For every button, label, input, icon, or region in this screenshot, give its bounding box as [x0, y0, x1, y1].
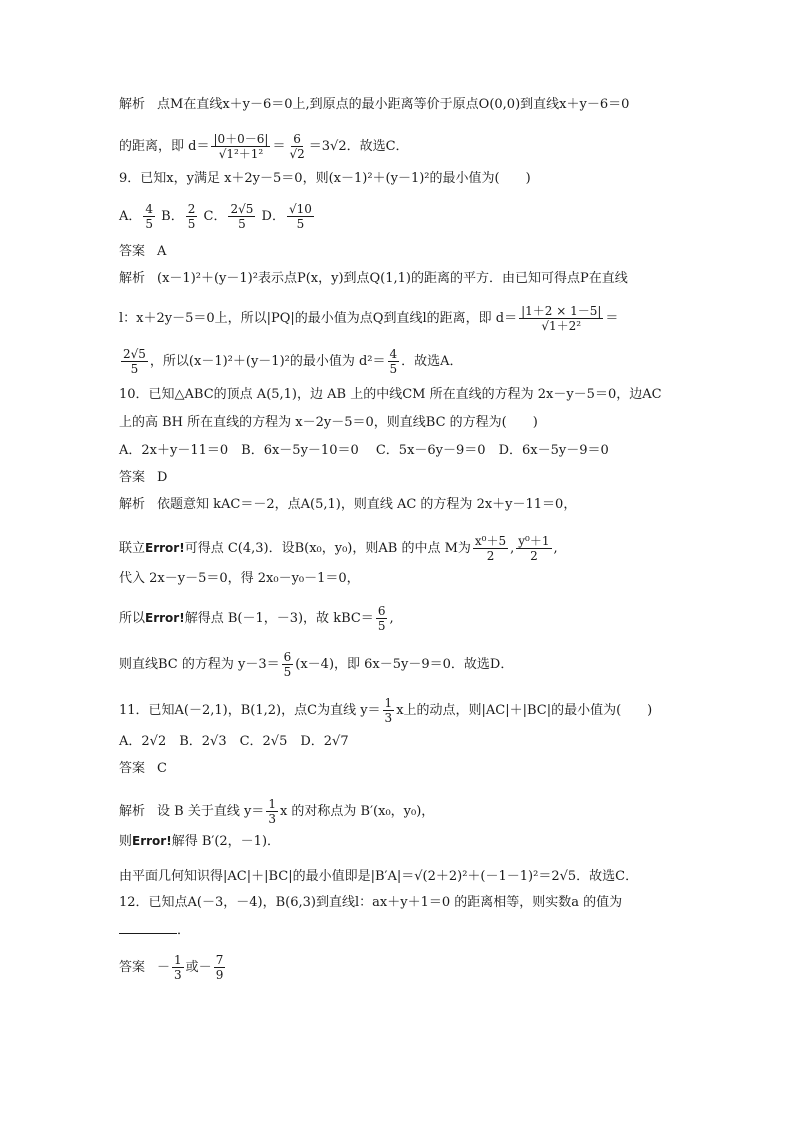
question-11	[119, 696, 679, 725]
fraction-numerator: 2	[187, 202, 196, 216]
answer-value: A	[157, 244, 167, 259]
answer-line	[119, 761, 679, 777]
fraction-denominator: 5	[238, 217, 246, 231]
answer-sign: －	[157, 960, 171, 975]
question-10-options: A．2x＋y－11＝0 B．6x－5y－10＝0 C．5x－6y－9＝0 D．6x－5y－9＝0	[119, 443, 609, 458]
fraction	[519, 304, 603, 333]
analysis-line	[119, 497, 679, 513]
fraction-numerator: |1＋2 × 1－5|	[521, 304, 602, 318]
formula-prefix: l：x＋2y－5＝0上，所以|PQ|的最小值为点Q到直线l的距离，即 d＝	[119, 311, 518, 326]
answer-line	[119, 244, 679, 260]
answer-line	[119, 470, 679, 486]
question-9: 9．已知x，y满足 x＋2y－5＝0，则(x－1)²＋(y－1)²的最小值为( )	[119, 171, 531, 186]
formula-suffix: ＝3√2．故选C．	[308, 139, 409, 154]
fraction-numerator: 2√5	[230, 202, 254, 216]
fraction-numerator: 7	[215, 953, 224, 967]
formula-prefix: 的距离，即 d＝	[119, 139, 210, 154]
fraction-numerator: y⁰＋1	[518, 534, 550, 548]
fraction	[287, 202, 314, 231]
analysis-formula-line	[119, 797, 679, 826]
option-letter: A．	[119, 209, 142, 224]
option-letter: B．	[161, 209, 184, 224]
formula-prefix: 则	[119, 834, 133, 849]
fraction	[172, 953, 184, 982]
fraction	[516, 534, 551, 563]
question-12-line-2	[119, 923, 679, 939]
fraction	[473, 534, 508, 563]
analysis-label: 解析	[119, 97, 146, 112]
answer-label: 答案	[119, 470, 146, 485]
formula-suffix: ＝	[605, 311, 619, 326]
analysis-line	[119, 271, 679, 287]
formula-prefix: 所以	[119, 611, 146, 626]
analysis-line	[119, 97, 679, 113]
analysis-formula-line	[119, 347, 679, 376]
fraction-numerator: 1	[384, 696, 393, 710]
option-letter: C．	[203, 209, 227, 224]
answer-text: 或－	[185, 960, 212, 975]
fraction-numerator: 1	[174, 953, 182, 967]
formula-prefix: 联立	[119, 541, 146, 556]
analysis-label: 解析	[119, 804, 146, 819]
question-10-line-1: 10．已知△ABC的顶点 A(5,1)，边 AB 上的中线CM 所在直线的方程为 2x－y－5＝0，边AC	[119, 387, 662, 402]
fraction-denominator: 5	[377, 619, 386, 633]
fraction	[376, 604, 388, 633]
fraction-numerator: 4	[145, 202, 154, 216]
analysis-formula-line: 的距离，即 d＝ $\frac{|0+0-6|}{\text{√1²＋1²}}$ ＝ $\frac{6}{√2}$ ＝3√2．故选C．	[119, 132, 409, 161]
analysis-label: 解析	[119, 497, 146, 512]
answer-label: 答案	[119, 960, 146, 975]
formula-suffix: ,	[389, 611, 394, 626]
fraction	[228, 202, 255, 231]
formula-prefix: 则直线BC 的方程为 y－3＝	[119, 657, 280, 672]
fraction-denominator: 3	[384, 711, 393, 725]
analysis-formula-line	[119, 304, 679, 333]
fraction-denominator: 5	[145, 217, 154, 231]
fraction-denominator: √2	[289, 147, 305, 161]
fraction-numerator: 1	[268, 797, 276, 811]
analysis-formula-line: 联立Error!可得点 C(4,3)．设B(x₀，y₀)，则AB 的中点 M为 $\frac{\text{x⁰＋5}}{2}$ , $\frac{\text{y⁰＋1}}{2}$ ,	[119, 534, 558, 563]
fraction-numerator: 2√5	[123, 347, 146, 361]
error-text: Error!	[132, 834, 172, 848]
fraction	[287, 132, 306, 161]
question-11-options: A．2√2 B．2√3 C．2√5 D．2√7	[119, 734, 349, 749]
formula-suffix: (x－4)，即 6x－5y－9＝0．故选D．	[295, 657, 514, 672]
question-text: x上的动点，则|AC|＋|BC|的最小值为( )	[396, 703, 653, 718]
fraction-numerator: 6	[293, 132, 301, 146]
fraction-numerator: 4	[389, 347, 398, 361]
fraction-denominator: 9	[215, 968, 224, 982]
fraction-denominator: √1²＋1²	[218, 147, 264, 161]
fraction-numerator: 6	[377, 604, 386, 618]
answer-blank	[119, 933, 177, 934]
answer-value: D	[157, 470, 168, 485]
answer-label: 答案	[119, 244, 146, 259]
fraction	[211, 132, 270, 161]
formula-prefix: 设 B 关于直线 y＝	[157, 804, 265, 819]
answer-label: 答案	[119, 761, 146, 776]
question-text: 11．已知A(－2,1)，B(1,2)，点C为直线 y＝	[119, 703, 381, 718]
fraction-denominator: 3	[174, 968, 182, 982]
fraction	[186, 202, 198, 231]
fraction-numerator: √10	[288, 202, 312, 216]
fraction-denominator: 3	[268, 812, 276, 826]
analysis-formula-line	[119, 650, 679, 679]
analysis-label: 解析	[119, 271, 146, 286]
fraction	[282, 650, 294, 679]
analysis-text: 代入 2x－y－5＝0，得 2x₀－y₀－1＝0，	[119, 571, 360, 586]
question-9-options	[119, 202, 679, 231]
error-text: Error!	[145, 611, 185, 625]
formula-text: ，所以(x－1)²＋(y－1)²的最小值为 d²＝	[149, 354, 386, 369]
fraction	[214, 953, 226, 982]
fraction-denominator: 5	[283, 665, 292, 679]
fraction-denominator: 5	[296, 217, 305, 231]
question-12-line-1: 12．已知点A(－3，－4)，B(6,3)到直线l：ax＋y＋1＝0 的距离相等，则实数a 的值为	[119, 895, 623, 910]
formula-suffix: x 的对称点为 B′(x₀，y₀)，	[279, 804, 435, 819]
fraction-denominator: 5	[389, 362, 398, 376]
fraction	[143, 202, 155, 231]
fraction	[388, 347, 400, 376]
formula-text: 解得点 B(－1，－3)，故 kBC＝	[184, 611, 374, 626]
fraction-numerator: 6	[283, 650, 292, 664]
analysis-text: 由平面几何知识得|AC|＋|BC|的最小值即是|B′A|＝√(2＋2)²＋(－1－1)²＝2√5．故选C．	[119, 869, 639, 884]
fraction	[121, 347, 148, 376]
answer-value: C	[157, 761, 167, 776]
fraction	[383, 696, 395, 725]
analysis-text: 点M在直线x＋y－6＝0上,到原点的最小距离等价于原点O(0,0)到直线x＋y－6＝0	[157, 97, 630, 112]
formula-text: 可得点 C(4,3)．设B(x₀，y₀)，则AB 的中点 M为	[184, 541, 471, 556]
formula-suffix: ,	[553, 541, 558, 556]
fraction-numerator: x⁰＋5	[474, 534, 507, 548]
fraction-denominator: 5	[130, 362, 139, 376]
analysis-text: 依题意知 kAC＝－2，点A(5,1)，则直线 AC 的方程为 2x＋y－11＝0，	[157, 497, 577, 512]
fraction-denominator: 2	[530, 549, 538, 563]
error-text: Error!	[145, 541, 185, 555]
analysis-formula-line	[119, 604, 679, 633]
fraction-numerator: |0＋0－6|	[213, 132, 269, 146]
fraction-denominator: 2	[486, 549, 495, 563]
fraction-denominator: 5	[187, 217, 196, 231]
analysis-formula-line	[119, 833, 679, 850]
question-text: ．	[177, 923, 191, 938]
question-10-line-2: 上的高 BH 所在直线的方程为 x－2y－5＝0，则直线BC 的方程为( )	[119, 415, 538, 430]
fraction-denominator: √1＋2²	[541, 319, 582, 333]
option-letter: D．	[261, 209, 285, 224]
formula-suffix: ．故选A．	[401, 354, 463, 369]
formula-suffix: 解得 B′(2，－1)．	[171, 834, 281, 849]
analysis-text: (x－1)²＋(y－1)²表示点P(x，y)到点Q(1,1)的距离的平方．由已知可得点P在直线	[157, 271, 628, 286]
answer-line	[119, 953, 679, 982]
fraction	[266, 797, 278, 826]
